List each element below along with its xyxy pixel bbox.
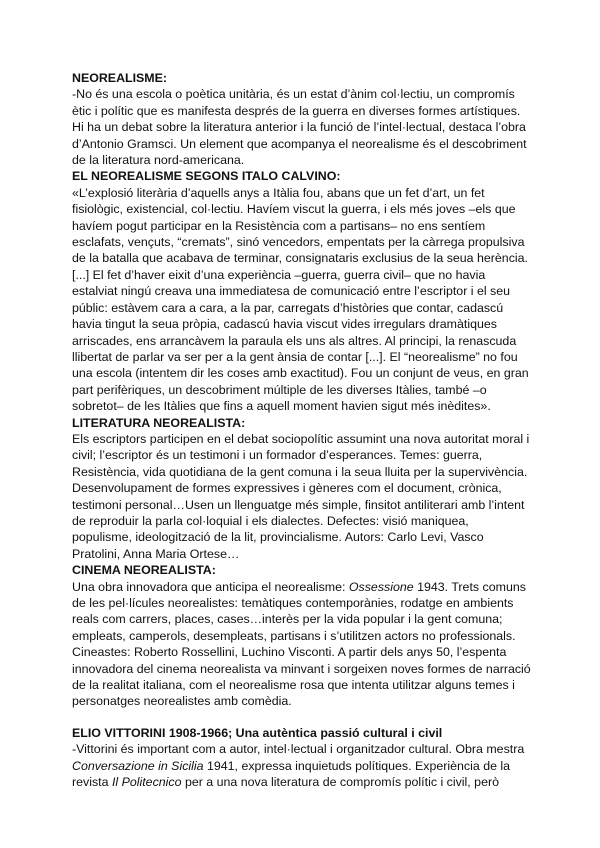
vittorini-text-end: per a una nova literatura de compromís polític i civil, però — [181, 775, 499, 790]
document-page — [72, 70, 532, 790]
section-heading-literatura: LITERATURA NEOREALISTA: — [72, 415, 246, 430]
section-text-calvino: «L’explosió literària d’aquells anys a Itàlia fou, abans que un fet d’art, un fet fisiològic, existencial, col·lectiu. Havíem viscut la guerra, i els més joves –els que havíem pogut participar en la Resistència com a partisans– no ens sentíem esclafats, vençuts, “cremats”, sinó vencedors, empentats per la càrrega propulsiva de la batalla que acabava de terminar, consignataris exclusius de la seua herència. [...] El fet d’haver eixit d’una experiència –guerra, guerra civil– que no havia estalviat ningú creava una immediatesa de comunicació entre l’escriptor i el seu públic: estàvem cara a cara, a la par, carregats d’històries que contar, cadascú havia tingut la seua pròpia, cadascú havia viscut vides irregulars dramàtiques arriscades, ens arrancàvem la paraula els uns als altres. Al principi, la renascuda llibertat de parlar va ser per a la gent ànsia de contar [...]. El “neorealisme” no fou una escola (intentem dir les coses amb exactitud). Fou un conjunt de veus, en gran part perifèriques, un descobriment múltiple de les diverses Itàlies, també –o sobretot– de les Itàlies que fins a aquell moment havien sigut més inèdites». — [72, 185, 529, 414]
vittorini-text-middle: 1941, expressa inquietuds polítiques. Experiència de la revista — [72, 758, 511, 790]
section-heading-vittorini: ELIO VITTORINI 1908-1966; Una autèntica passió cultural i civil — [72, 725, 443, 740]
section-heading-neorealisme: NEOREALISME: — [72, 71, 167, 85]
section-text-literatura: Els escriptors participen en el debat sociopolític assumint una nova autoritat moral i civil; l’escriptor és un testimoni i un formador d’esperances. Temes: guerra, Resistència, vida quotidiana de la gent comuna i la seua lluita per la supervivència. Desenvolupament de formes expressives i gèneres com el document, crònica, testimoni personal…Usen un llenguatge més simple, finsitot antiliterari amb l’intent de reproduir la parla col·loquial i els dialectes. Defectes: visió maniquea, populisme, ideologització de la lit, provincialisme. Autors: Carlo Levi, Vasco Pratolini, Anna Maria Ortese… — [72, 431, 530, 561]
section-spacer — [72, 710, 532, 725]
section-text-vittorini — [72, 741, 532, 790]
vittorini-text-start: -Vittorini és important com a autor, intel·lectual i organitzador cultural. Obra mestra — [72, 742, 525, 757]
cinema-text-start: Una obra innovadora que anticipa el neorealisme: — [72, 579, 349, 594]
film-title-ossessione: Ossessione — [348, 579, 414, 594]
section-text-neorealisme: -No és una escola o poètica unitària, és un estat d’ànim col·lectiu, un compromís ètic i polític que es manifesta després de la guerra en diverses formes artístiques. Hi ha un debat sobre la literatura anterior i la funció de l’intel·lectual, destaca l’obra d’Antonio Gramsci. Un element que acompanya el neorealisme és el descobriment de la literatura nord-americana. — [72, 87, 527, 168]
section-heading-calvino: EL NEOREALISME SEGONS ITALO CALVINO: — [72, 169, 341, 184]
section-heading-cinema: CINEMA NEOREALISTA: — [72, 563, 216, 578]
magazine-title-politecnico: Il Politecnico — [111, 775, 182, 790]
cinema-text-end: 1943. Trets comuns de les pel·lícules neorealistes: temàtiques contemporànies, rodatge en ambients reals com carrers, places, cases…interès per la vida popular i la gent comuna; empleats, camperols, desempleats, partisans i s’utilitzen actors no professionals. Cineastes: Roberto Rossellini, Luchino Visconti. A partir dels anys 50, l’espenta innovadora del cinema neorealista va minvant i sorgeixen noves formes de narració de la realitat italiana, com el neorealisme rosa que intenta utilitzar alguns temes i personatges neorealistes amb comèdia. — [72, 579, 531, 709]
work-title-conversazione: Conversazione in Sicilia — [72, 758, 204, 773]
section-text-cinema — [72, 579, 532, 710]
